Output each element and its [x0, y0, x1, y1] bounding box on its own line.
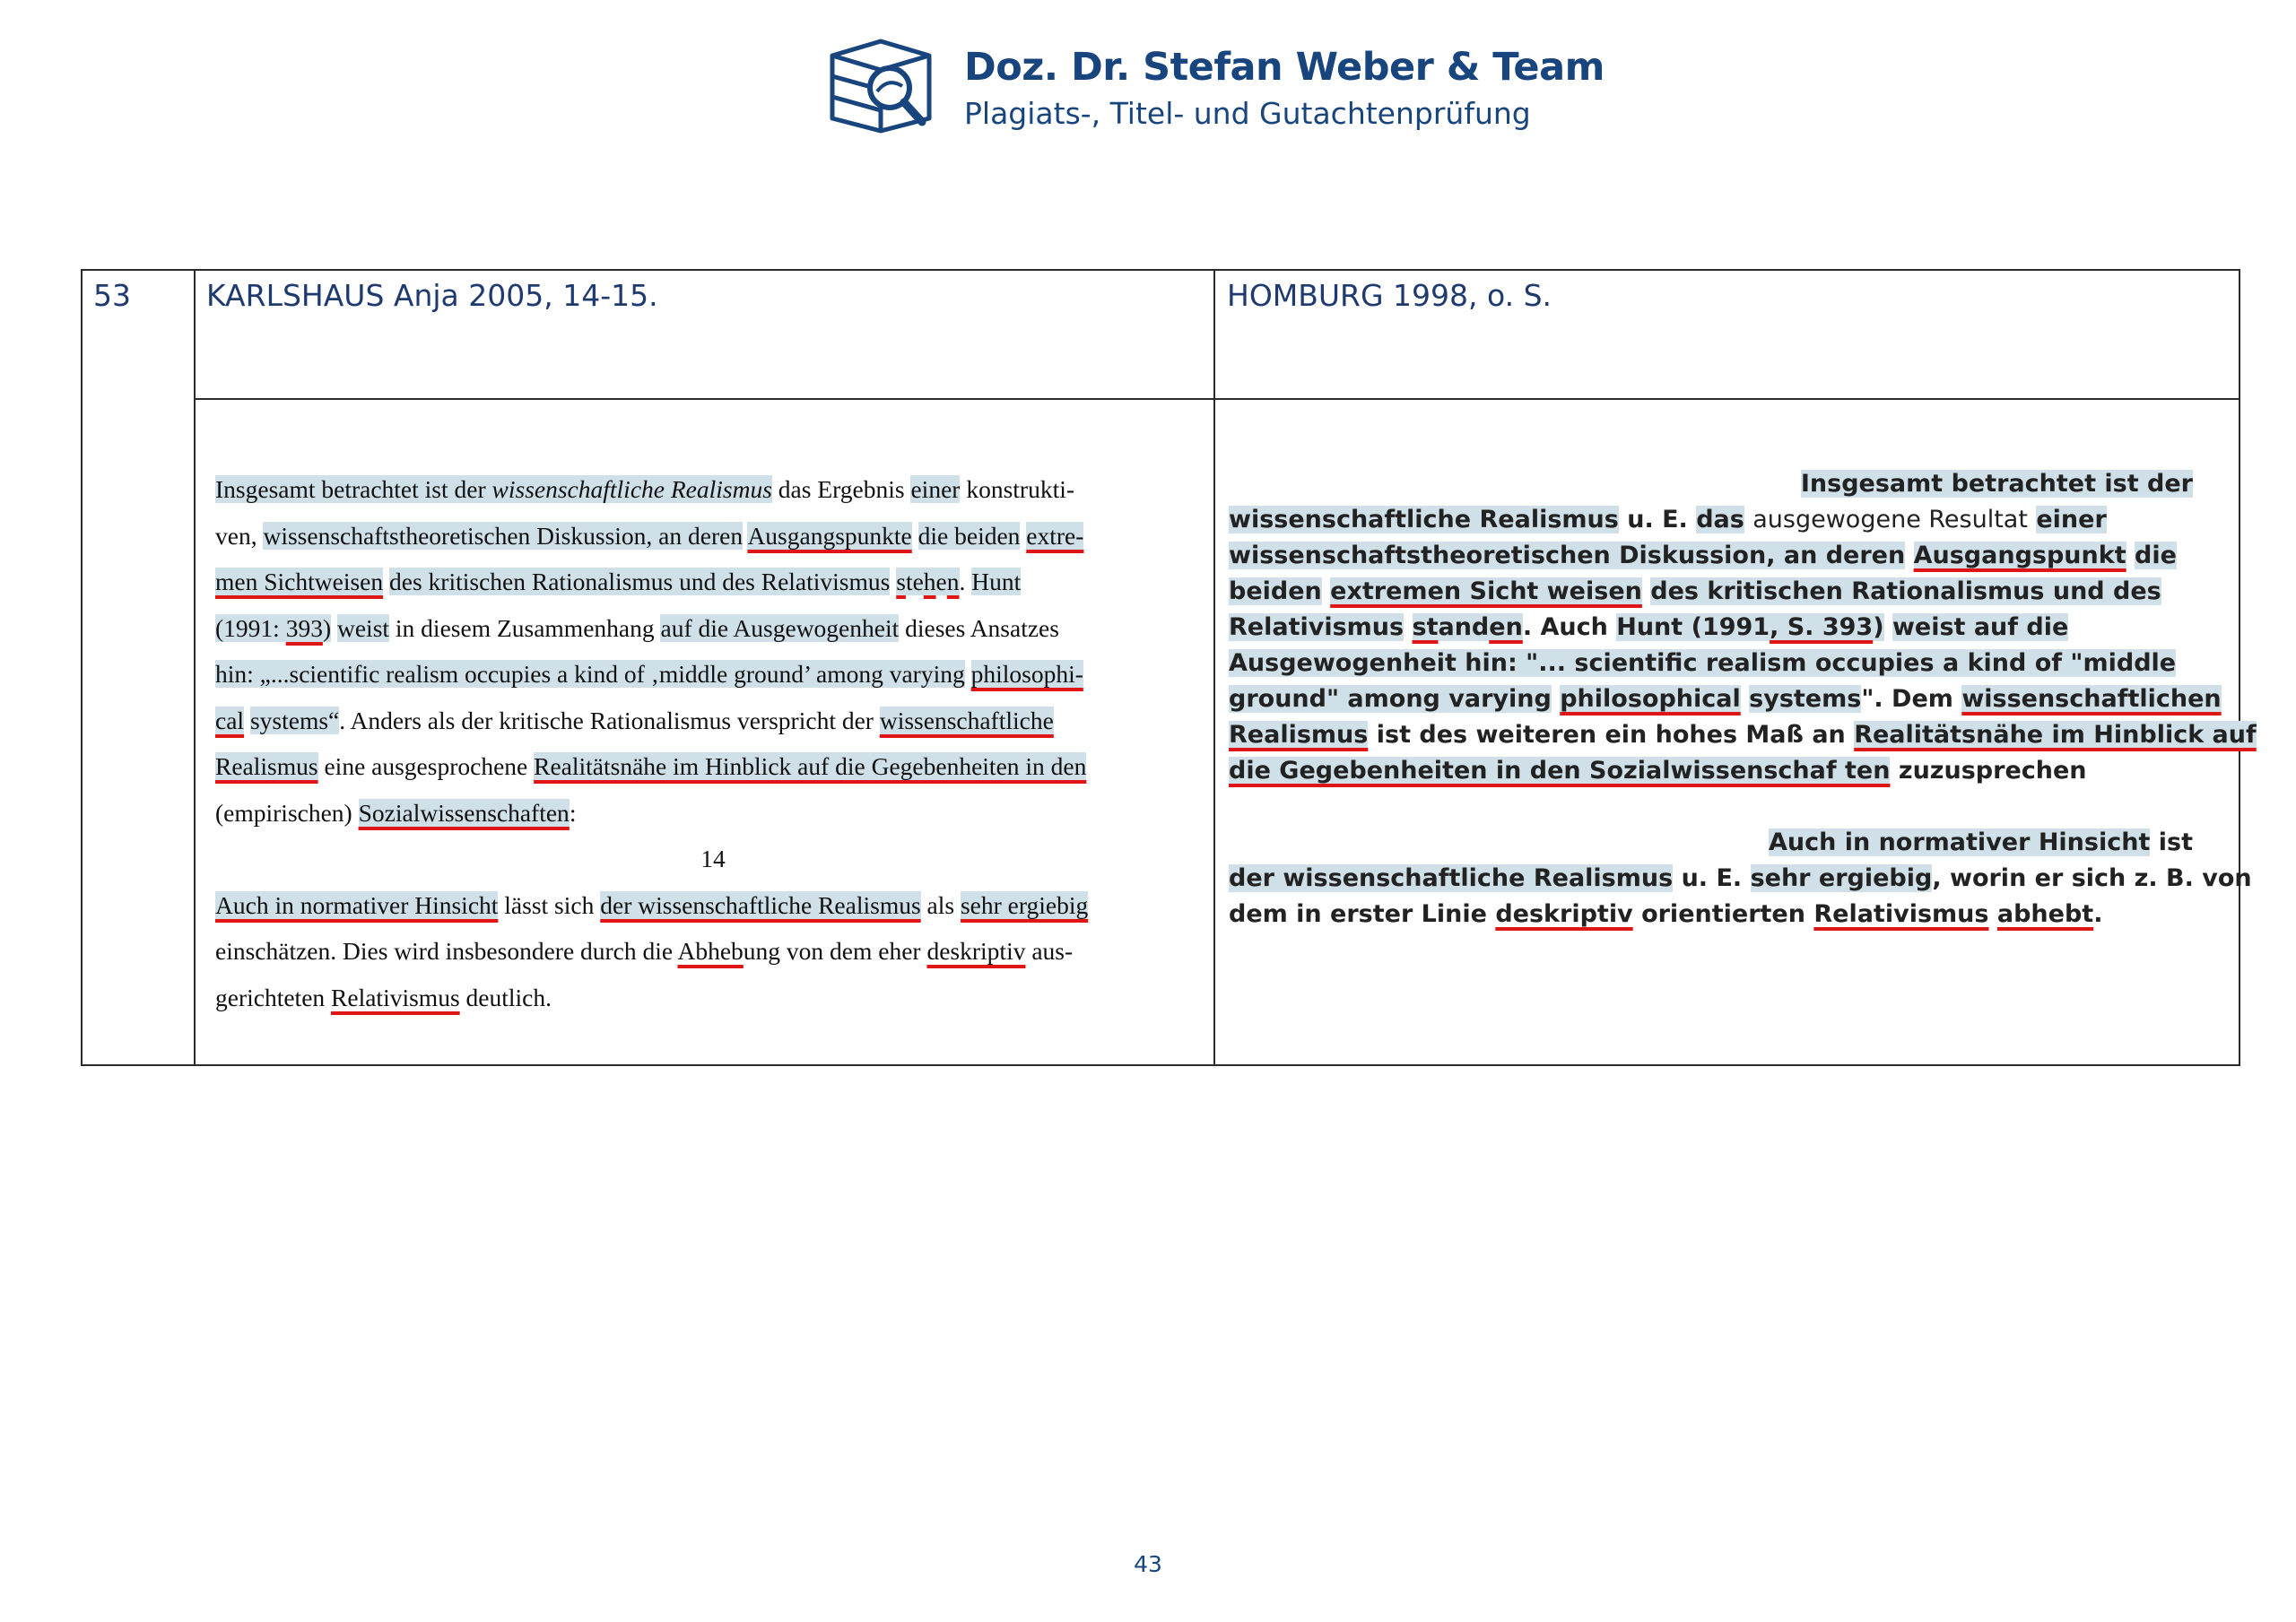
column-divider	[194, 271, 196, 1064]
source-line: (empirischen) Sozialwissenschaften:	[215, 798, 577, 827]
comparison-excerpt	[1229, 466, 2257, 932]
comparison-line: Realismus ist des weiteren ein hohes Maß an Realitätsnähe im Hinblick auf	[1229, 721, 2257, 749]
column-divider	[1213, 271, 1215, 1064]
source-line: (1991: 393) weist in diesem Zusammenhang auf die Ausgewogenheit dieses Ansatzes	[215, 613, 1059, 642]
source-line: gerichteten Relativismus deutlich.	[215, 983, 552, 1011]
book-magnifier-icon	[825, 36, 936, 134]
comparison-line: Insgesamt betrachtet ist der	[1800, 470, 2193, 498]
source-line: Auch in normativer Hinsicht lässt sich der wissenschaftliche Realismus als sehr ergiebig	[215, 890, 1089, 919]
comparison-line: Relativismus standen. Auch Hunt (1991, S. 393) weist auf die	[1229, 613, 2069, 641]
comparison-line: dem in erster Linie deskriptiv orientierten Relativismus abhebt.	[1229, 900, 2103, 928]
comparison-line: der wissenschaftliche Realismus u. E. sehr ergiebig, worin er sich z. B. von	[1229, 864, 2252, 892]
paragraph-gap	[1229, 789, 2238, 825]
entry-number: 53	[93, 278, 131, 313]
source-line: einschätzen. Dies wird insbesondere durch die Abhebung von dem eher deskriptiv aus-	[215, 937, 1074, 965]
row-divider	[194, 398, 2239, 400]
source-line: Insgesamt betrachtet ist der wissenschaftliche Realismus das Ergebnis einer konstrukti-	[215, 475, 1075, 503]
source-line: men Sichtweisen des kritischen Rationalismus und des Relativismus stehen. Hunt	[215, 568, 1022, 595]
comparison-line: wissenschaftstheoretischen Diskussion, an deren Ausgangspunkt die	[1229, 542, 2177, 569]
comparison-citation: HOMBURG 1998, o. S.	[1227, 278, 1552, 313]
page-number: 43	[1134, 1551, 1162, 1577]
comparison-line: wissenschaftliche Realismus u. E. das ausgewogene Resultat einer	[1229, 506, 2107, 533]
source-line: ven, wissenschaftstheoretischen Diskussion, an deren Ausgangspunkte die beiden extre-	[215, 521, 1084, 550]
source-citation: KARLSHAUS Anja 2005, 14-15.	[206, 278, 658, 313]
comparison-line: ground" among varying philosophical systems". Dem wissenschaftlichen	[1229, 685, 2222, 713]
page-marker: 14	[700, 845, 726, 872]
brand-title: Doz. Dr. Stefan Weber & Team	[964, 45, 1605, 90]
comparison-line: die Gegebenheiten in den Sozialwissenschaf ten zuzusprechen	[1229, 757, 2087, 785]
source-line: Realismus eine ausgesprochene Realitätsnähe im Hinblick auf die Gegebenheiten in den	[215, 752, 1087, 780]
comparison-table	[81, 269, 2257, 1066]
comparison-line: Ausgewogenheit hin: "... scientific realism occupies a kind of "middle	[1229, 649, 2177, 677]
source-line: hin: „...scientific realism occupies a kind of ‚middle ground’ among varying philosophi-	[215, 660, 1083, 688]
header	[825, 36, 1605, 143]
source-excerpt	[215, 466, 1211, 1020]
comparison-line: beiden extremen Sicht weisen des kritischen Rationalismus und des	[1229, 577, 2161, 605]
brand-subtitle: Plagiats-, Titel- und Gutachtenprüfung	[964, 96, 1531, 131]
source-line: cal systems“. Anders als der kritische Rationalismus verspricht der wissenschaftliche	[215, 706, 1054, 734]
comparison-line: Auch in normativer Hinsicht ist	[1768, 828, 2193, 856]
